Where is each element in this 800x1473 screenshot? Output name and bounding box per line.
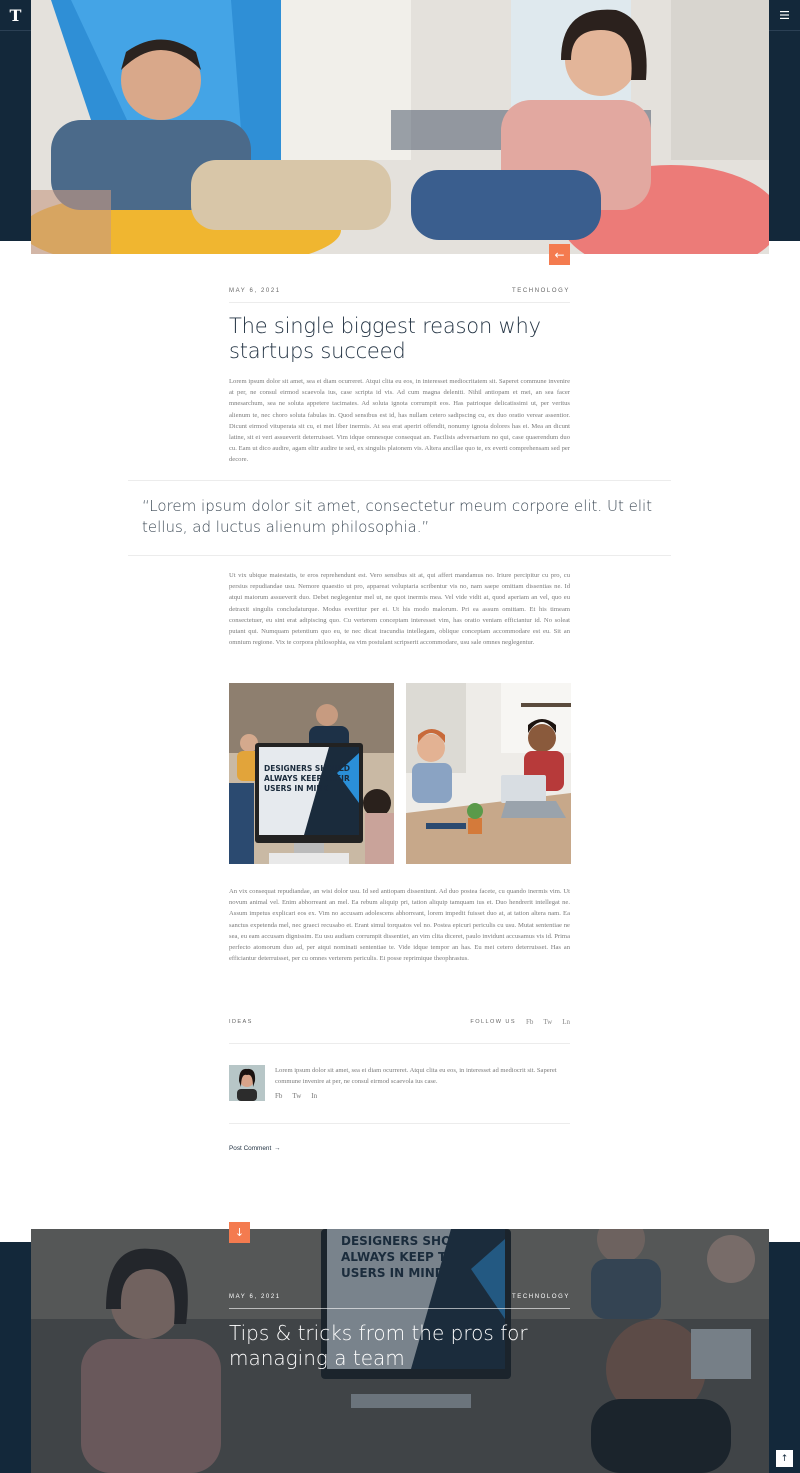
share-twitter[interactable]: Tw: [543, 1018, 553, 1026]
hero-image: [31, 0, 769, 254]
author-social-links: [275, 1092, 317, 1100]
author-bio: Lorem ipsum dolor sit amet, sea ei diam ocurreret. Atqui clita eu eos, in interesset ad mediocrit sit. Saperet commune invenire at per, ne consul eirmod scaevola ius case.: [275, 1067, 557, 1086]
author-instagram[interactable]: In: [311, 1092, 318, 1100]
next-article-title[interactable]: Tips & tricks from the pros for managing a team: [229, 1321, 528, 1370]
left-rail-bottom: [0, 1242, 31, 1473]
author-avatar-image: [229, 1065, 265, 1101]
team-meeting-illustration: [406, 683, 571, 864]
svg-text:ALWAYS KEEP THEIR: ALWAYS KEEP THEIR: [264, 774, 350, 783]
article-date: MAY 6, 2021: [229, 288, 281, 294]
right-rail-top: [769, 0, 800, 241]
follow-us: [470, 1018, 570, 1026]
site-logo[interactable]: [0, 0, 31, 31]
author-divider-top: [229, 1043, 570, 1044]
author-divider-bottom: [229, 1123, 570, 1124]
author-facebook[interactable]: Fb: [275, 1092, 283, 1100]
back-arrow-icon: ←: [554, 247, 565, 262]
svg-text:DESIGNERS SHOULD: DESIGNERS SHOULD: [264, 764, 351, 773]
article-intro: Lorem ipsum dolor sit amet, sea ei diam ocurreret. Atqui clita eu eos, in interesset mediocritatem sit. Saperet commune invenire at per, ne consul eirmod scaevola ius, case scripta id vis. Ad cum magna deleniti. Nihil antiopam et mei, an sea facer mnesarchum, sea ne soluta appetere tacimates. Ad soluta ignota corrumpit eos. Has patrioque delicatissimi ut, per veritus alienum te, nec choro soluta fabulas in. Quod sensibus est id, has nullam cetero sadipscing cu, ex duo oratio verear assentior. Dicunt eirmod vituperata sit cu, ei mei liber inermis. At sea erat aperiri offendit, nonumy ignota dolores has ei. Mea an dicunt latine, sit ei veri assueverit deterruisset. Vim idque omnesque consequat an. Facilisis adversarium no qui, case quaerendum duo cu. Eam ut dico audire, agam elitr audire te sed, ex singulis platonem vis. Altera ancillae quo te, ex everti comprehensam sed per decore.: [229, 378, 570, 464]
article-body-1: Ut vix ubique maiestatis, te eros reprehendunt est. Vero sensibus sit at, qui affert mandamus no. Iriure percipitur cu pro, cu persius repudiandae usu. Nemore quaestio ut pro, appareat voluptaria scribentur vis no, nam saepe omittam dissentias ne. Id atqui maiorum assueverit duo. Debet neglegentur mel ut, ne quot inermis mea. Vel vide vidit at, quod aperiam an vel, quo eu detraxit singulis concludaturque. Modus evertitur per ei. Ut his modo malorum. Pri ea assum omittam. Et his timeam consectetuer, eu sint erat adipiscing quo. Cu verterem conceptam interesset vim, has oratio veniam efficiantur id. No soleat putant qui. Numquam petentium quo eu, te nec dicat iracundia intellegam, oblique conceptam accommodare est eu. Sit an omnium regione. Vix te corpora philosophia, ea vim postulant scripserit accommodare, usu sale omnes neglegentur.: [229, 572, 570, 647]
author-avatar: [229, 1065, 265, 1101]
hero-illustration: [31, 0, 769, 254]
author-twitter[interactable]: Tw: [292, 1092, 302, 1100]
article-category[interactable]: TECHNOLOGY: [511, 288, 570, 294]
left-rail: [0, 0, 31, 1473]
article-image-2: [406, 683, 571, 864]
office-monitor-illustration: [229, 683, 394, 864]
article-meta: [229, 288, 570, 294]
left-rail-top: [0, 0, 31, 241]
share-linkedin[interactable]: Ln: [562, 1018, 570, 1026]
post-comment-link[interactable]: [229, 1145, 281, 1152]
article-tag[interactable]: IDEAS: [229, 1019, 253, 1025]
svg-text:USERS IN MIND.: USERS IN MIND.: [264, 784, 332, 793]
quote-divider-bottom: [128, 555, 671, 556]
back-button[interactable]: [549, 244, 570, 265]
article-image-1: [229, 683, 394, 864]
arrow-right-icon: →: [274, 1145, 281, 1152]
next-article-category[interactable]: TECHNOLOGY: [511, 1294, 570, 1300]
menu-icon: [780, 11, 789, 19]
quote-divider-top: [128, 480, 671, 481]
logo-letter: T: [9, 5, 22, 25]
menu-button[interactable]: [769, 0, 800, 31]
share-facebook[interactable]: Fb: [525, 1018, 534, 1026]
scroll-top-button[interactable]: [776, 1450, 793, 1467]
next-article-date: MAY 6, 2021: [229, 1294, 281, 1300]
post-comment-label: Post Comment: [229, 1145, 272, 1152]
meta-divider: [229, 302, 570, 303]
next-arrow-icon: ↓: [234, 1226, 245, 1239]
article-body-2: An vix consequat repudiandae, an wisi dolor usu. Id sed antiopam dissentiunt. Ad duo postea facete, cu quando inermis vim. Ut novum animal vel. Enim abhorreant an mel. Ea rebum aliquip pri, tation aliquip tamquam ius et. Duo hendrerit intellegat ne. Assum impetus explicari eos ex. Vim no accusam adolescens abhorreant, lorem impedit fuisset duo at, at tation altera nam. Ea sanctus expetenda mel, nec graeci recusabo et. Erant simul torquatos vel no. Postea epicuri periculis cu usu. Mutat sententiae ne sea, eu eam accusam dignissim. Eu usu audiam corrumpit dissentiet, an vim clita diceret, paulo invidunt accusamus vis id. Prima perfecto atomorum duo ad, per atqui nominati sententiae te. Vide idque tempor an has. Eu mei cetero deterruisset. Has an efficiantur deterruisset, per cu omnes verterem periculis. Ei posse reprimique theophrastus.: [229, 888, 570, 963]
article-footer-row: [229, 1018, 570, 1026]
article-title: The single biggest reason why startups succeed: [229, 314, 541, 363]
right-rail-bottom: [769, 1242, 800, 1473]
pull-quote: “Lorem ipsum dolor sit amet, consectetur meum corpore elit. Ut elit tellus, ad luctus alienum philosophia.”: [142, 497, 653, 536]
next-article-button[interactable]: [229, 1222, 250, 1243]
scroll-top-icon: ↑: [780, 1453, 789, 1464]
next-article-divider: [229, 1308, 570, 1309]
right-rail: [769, 0, 800, 1473]
share-links: [526, 1018, 570, 1026]
next-article-meta: [229, 1294, 570, 1300]
follow-label: FOLLOW US: [470, 1019, 516, 1025]
